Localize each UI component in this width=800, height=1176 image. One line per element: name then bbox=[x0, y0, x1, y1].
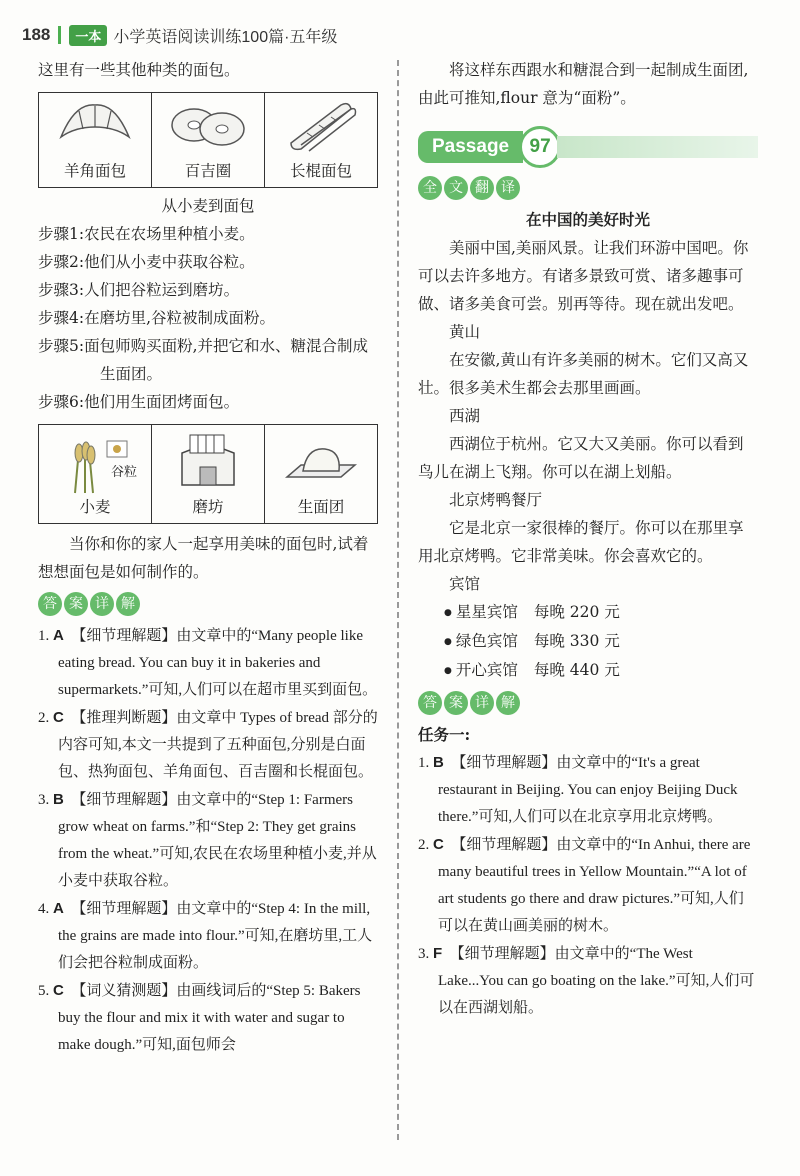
brand-logo: 一本 bbox=[69, 25, 107, 46]
paragraph-huangshan: 在安徽,黄山有许多美丽的树木。它们又高又壮。很多美术生都会去那里画画。 bbox=[418, 351, 749, 397]
step-4: 步骤4:在磨坊里,谷粒被制成面粉。 bbox=[38, 309, 276, 327]
step-2: 步骤2:他们从小麦中获取谷粒。 bbox=[38, 253, 255, 271]
answer-tag-right: 答 案 详 解 bbox=[418, 691, 758, 715]
hotel-item: ● 星星宾馆 每晚 220 元 bbox=[418, 598, 758, 627]
step-1: 步骤1:农民在农场里种植小麦。 bbox=[38, 225, 255, 243]
answer-item: 1. A 【细节理解题】由文章中的“Many people like eating bread. You can buy it in bakeries and supermarkets.”可知,人们可以在超市里买到面包。 bbox=[38, 627, 378, 698]
baguette-cell bbox=[265, 93, 378, 188]
process-table bbox=[38, 424, 378, 524]
paragraph-west-lake: 西湖位于杭州。它又大又美丽。你可以看到鸟儿在湖上飞翔。你可以在湖上划船。 bbox=[418, 435, 744, 481]
hotel-item: ● 开心宾馆 每晚 440 元 bbox=[418, 656, 758, 685]
answer-continuation: 将这样东西跟水和糖混合到一起制成生面团,由此可推知,flour 意为“面粉”。 bbox=[418, 61, 749, 107]
croissant-cell bbox=[39, 93, 152, 188]
right-column bbox=[418, 56, 758, 1022]
closing-text: 当你和你的家人一起享用美味的面包时,试着想想面包是如何制作的。 bbox=[38, 535, 369, 581]
answer-item: 5. C 【词义猜测题】由画线词后的“Step 5: Bakers buy the flour and mix it with water and sugar to make dough.”可知,面包师会 bbox=[38, 982, 361, 1053]
answer-item: 3. F 【细节理解题】由文章中的“The West Lake...You can go boating on the lake.”可知,人们可以在西湖划船。 bbox=[418, 945, 755, 1016]
dough-icon bbox=[281, 433, 361, 489]
page-header bbox=[22, 22, 337, 48]
wheat-cell bbox=[39, 425, 152, 524]
bread-label-baguette: 长棍面包 bbox=[289, 162, 352, 180]
baguette-icon bbox=[281, 97, 361, 153]
passage-label: Passage bbox=[418, 131, 523, 163]
intro-text: 这里有一些其他种类的面包。 bbox=[38, 61, 240, 79]
bagel-icon bbox=[166, 97, 250, 153]
bread-label-bagel: 百吉圈 bbox=[184, 162, 232, 180]
mill-cell bbox=[152, 425, 265, 524]
column-divider bbox=[397, 60, 399, 1140]
answer-item: 1. B 【细节理解题】由文章中的“It's a great restaurant in Beijing. You can enjoy Beijing Duck there.”可知,人们可以在北京享用北京烤鸭。 bbox=[418, 754, 738, 825]
passage-number: 97 bbox=[519, 126, 561, 168]
dough-cell bbox=[265, 425, 378, 524]
process-label-mill: 磨坊 bbox=[192, 498, 224, 516]
bread-types-table bbox=[38, 92, 378, 188]
answer-item: 2. C 【细节理解题】由文章中的“In Anhui, there are many beautiful trees in Yellow Mountain.”“A lot of art students go there and draw pictures.”可知,人们可以在黄山画美丽的树木。 bbox=[418, 836, 751, 934]
passage-banner bbox=[418, 126, 758, 168]
task-heading: 任务一: bbox=[418, 725, 471, 744]
grain-label: 谷粒 bbox=[110, 465, 137, 480]
step-5: 步骤5:面包师购买面粉,并把它和水、糖混合制成生面团。 bbox=[38, 337, 369, 383]
croissant-icon bbox=[55, 97, 135, 153]
heading-west-lake: 西湖 bbox=[449, 407, 481, 425]
mill-icon bbox=[168, 429, 248, 489]
bagel-cell bbox=[152, 93, 265, 188]
answer-item: 2. C 【推理判断题】由文章中 Types of bread 部分的内容可知,本文一共提到了五种面包,分别是白面包、热狗面包、羊角面包、百吉圈和长棍面包。 bbox=[38, 709, 378, 780]
heading-huangshan: 黄山 bbox=[449, 323, 481, 341]
hotel-item: ● 绿色宾馆 每晚 330 元 bbox=[418, 627, 758, 656]
step-6: 步骤6:他们用生面团烤面包。 bbox=[38, 393, 240, 411]
paragraph-restaurant: 它是北京一家很棒的餐厅。你可以在那里享用北京烤鸭。它非常美味。你会喜欢它的。 bbox=[418, 519, 744, 565]
translation-title: 在中国的美好时光 bbox=[525, 210, 650, 229]
page-number: 188 bbox=[22, 25, 51, 44]
answer-item: 4. A 【细节理解题】由文章中的“Step 4: In the mill, the grains are made into flour.”可知,在磨坊里,工人们会把谷粒制成面粉。 bbox=[38, 900, 373, 971]
passage-strip bbox=[557, 136, 758, 158]
left-column bbox=[38, 56, 378, 1059]
heading-hotels: 宾馆 bbox=[449, 575, 481, 593]
translation-tag: 全 文 翻 译 bbox=[418, 176, 758, 200]
paragraph-intro: 美丽中国,美丽风景。让我们环游中国吧。你可以去许多地方。有诸多景致可赏、诸多趣事可做、诸多美食可尝。别再等待。现在就出发吧。 bbox=[418, 239, 749, 313]
answer-tag-left: 答 案 详 解 bbox=[38, 592, 378, 616]
process-label-wheat: 小麦 bbox=[79, 498, 111, 516]
book-title: 小学英语阅读训练100篇·五年级 bbox=[113, 28, 338, 46]
process-label-dough: 生面团 bbox=[297, 498, 345, 516]
header-divider bbox=[58, 26, 61, 44]
answer-item: 3. B 【细节理解题】由文章中的“Step 1: Farmers grow wheat on farms.”和“Step 2: They get grains from the wheat.”可知,农民在农场里种植小麦,并从小麦中获取谷粒。 bbox=[38, 791, 377, 889]
bread-label-croissant: 羊角面包 bbox=[63, 162, 126, 180]
step-3: 步骤3:人们把谷粒运到磨坊。 bbox=[38, 281, 240, 299]
section-subtitle: 从小麦到面包 bbox=[161, 197, 255, 215]
heading-restaurant: 北京烤鸭餐厅 bbox=[449, 491, 543, 509]
